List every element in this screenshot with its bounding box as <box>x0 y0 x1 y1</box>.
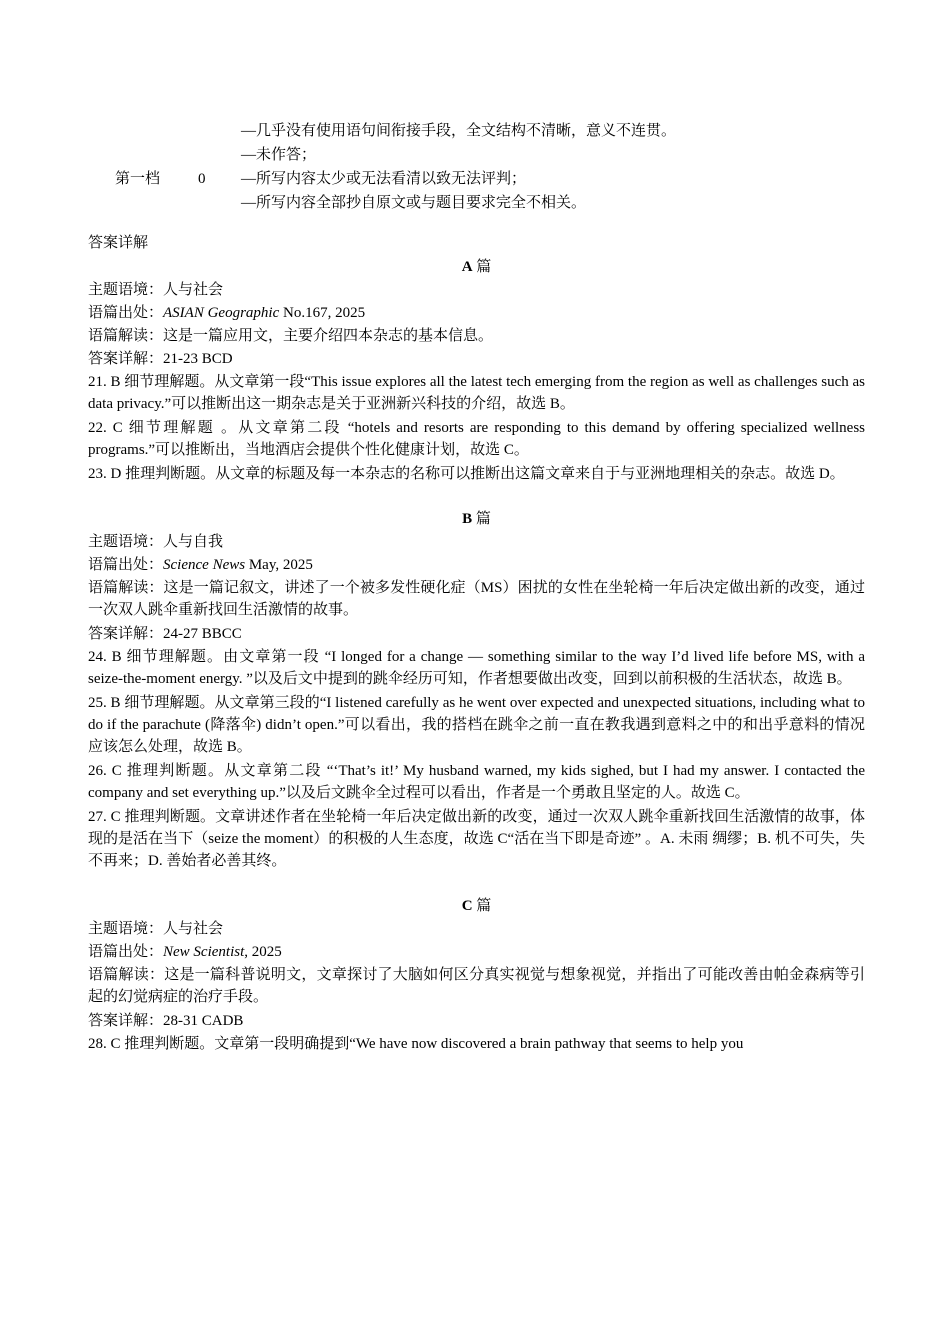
grading-level-score: 0 <box>198 171 206 187</box>
section-source: 语篇出处：ASIAN Geographic No.167, 2025 <box>88 305 366 321</box>
grading-level-label: 第一档 <box>115 171 161 187</box>
answer-item: 24. B 细节理解题。由文章第一段 “I longed for a change — something similar to the way I’d lived life before MS, with a seize-the-moment energy. ”以及后文中提到的跳伞经历可知，作者想要做出改变，回到以前积极的生活状态，故选 B。 <box>88 649 865 687</box>
section-reading: 语篇解读：这是一篇记叙文，讲述了一个被多发性硬化症（MS）困扰的女性在坐轮椅一年后决定做出新的改变，通过一次双人跳伞重新找回生活激情的故事。 <box>88 580 865 618</box>
section-heading-b: B 篇 <box>462 511 491 527</box>
section-answers: 答案详解：28-31 CADB <box>88 1013 244 1029</box>
answer-item: 27. C 推理判断题。文章讲述作者在坐轮椅一年后决定做出新的改变，通过一次双人跳伞重新找回生活激情的故事，体现的是活在当下（seize the moment）的积极的人生态度，故选 C“活在当下即是奇迹” 。A. 未雨 绸缪；B. 机不可失，失不再来；D. 善始者必善其终。 <box>88 809 865 869</box>
section-answers: 答案详解：24-27 BBCC <box>88 626 242 642</box>
section-theme: 主题语境：人与自我 <box>88 534 224 550</box>
section-reading: 语篇解读：这是一篇科普说明文，文章探讨了大脑如何区分真实视觉与想象视觉，并指出了可能改善由帕金森病等引起的幻觉病症的治疗手段。 <box>88 967 865 1005</box>
section-answers: 答案详解：21-23 BCD <box>88 351 233 367</box>
section-heading-a: A 篇 <box>461 259 492 275</box>
answer-item: 23. D 推理判断题。从文章的标题及每一本杂志的名称可以推断出这篇文章来自于与亚洲地理相关的杂志。故选 D。 <box>88 466 845 482</box>
section-reading: 语篇解读：这是一篇应用文，主要介绍四本杂志的基本信息。 <box>88 328 494 344</box>
section-theme: 主题语境：人与社会 <box>88 282 224 298</box>
grading-criterion: —所写内容全部抄自原文或与题目要求完全不相关。 <box>241 195 587 211</box>
grading-table <box>88 119 868 215</box>
answer-item: 28. C 推理判断题。文章第一段明确提到“We have now discovered a brain pathway that seems to help you <box>88 1036 744 1052</box>
answer-item: 26. C 推理判断题。从文章第二段 “‘That’s it!’ My husband warned, my kids sighed, but I had my answer. I contacted the company and set everything up.”以及后文跳伞全过程可以看出，作者是一个勇敢且坚定的人。故选 C。 <box>88 763 865 801</box>
answer-item: 25. B 细节理解题。从文章第三段的“I listened carefully as he went over expected and unexpected situations, including what to do if the parachute (降落伞) didn’t open.”可以看出，我的搭档在跳伞之前一直在教我遇到意料之中的和出乎意料的情况应该怎么处理，故选 B。 <box>88 695 865 755</box>
section-theme: 主题语境：人与社会 <box>88 921 224 937</box>
answer-item: 21. B 细节理解题。从文章第一段“This issue explores all the latest tech emerging from the region as well as challenges such as data privacy.”可以推断出这一期杂志是关于亚洲新兴科技的介绍，故选 B。 <box>88 374 865 412</box>
answer-explanations <box>88 232 865 1057</box>
section-heading-c: C 篇 <box>461 898 492 914</box>
answer-item: 22. C 细节理解题 。从文章第二段 “hotels and resorts are responding to this demand by offering specialized wellness programs.”可以推断出，当地酒店会提供个性化健康计划，故选 C。 <box>88 420 865 458</box>
grading-criterion: —所写内容太少或无法看清以致无法评判； <box>241 171 527 187</box>
grading-criterion: —几乎没有使用语句间衔接手段，全文结构不清晰，意义不连贯。 <box>241 123 677 139</box>
section-source: 语篇出处：New Scientist, 2025 <box>88 944 282 960</box>
answer-title: 答案详解 <box>88 235 149 251</box>
grading-criterion: —未作答； <box>241 147 317 163</box>
section-source: 语篇出处：Science News May, 2025 <box>88 557 313 573</box>
